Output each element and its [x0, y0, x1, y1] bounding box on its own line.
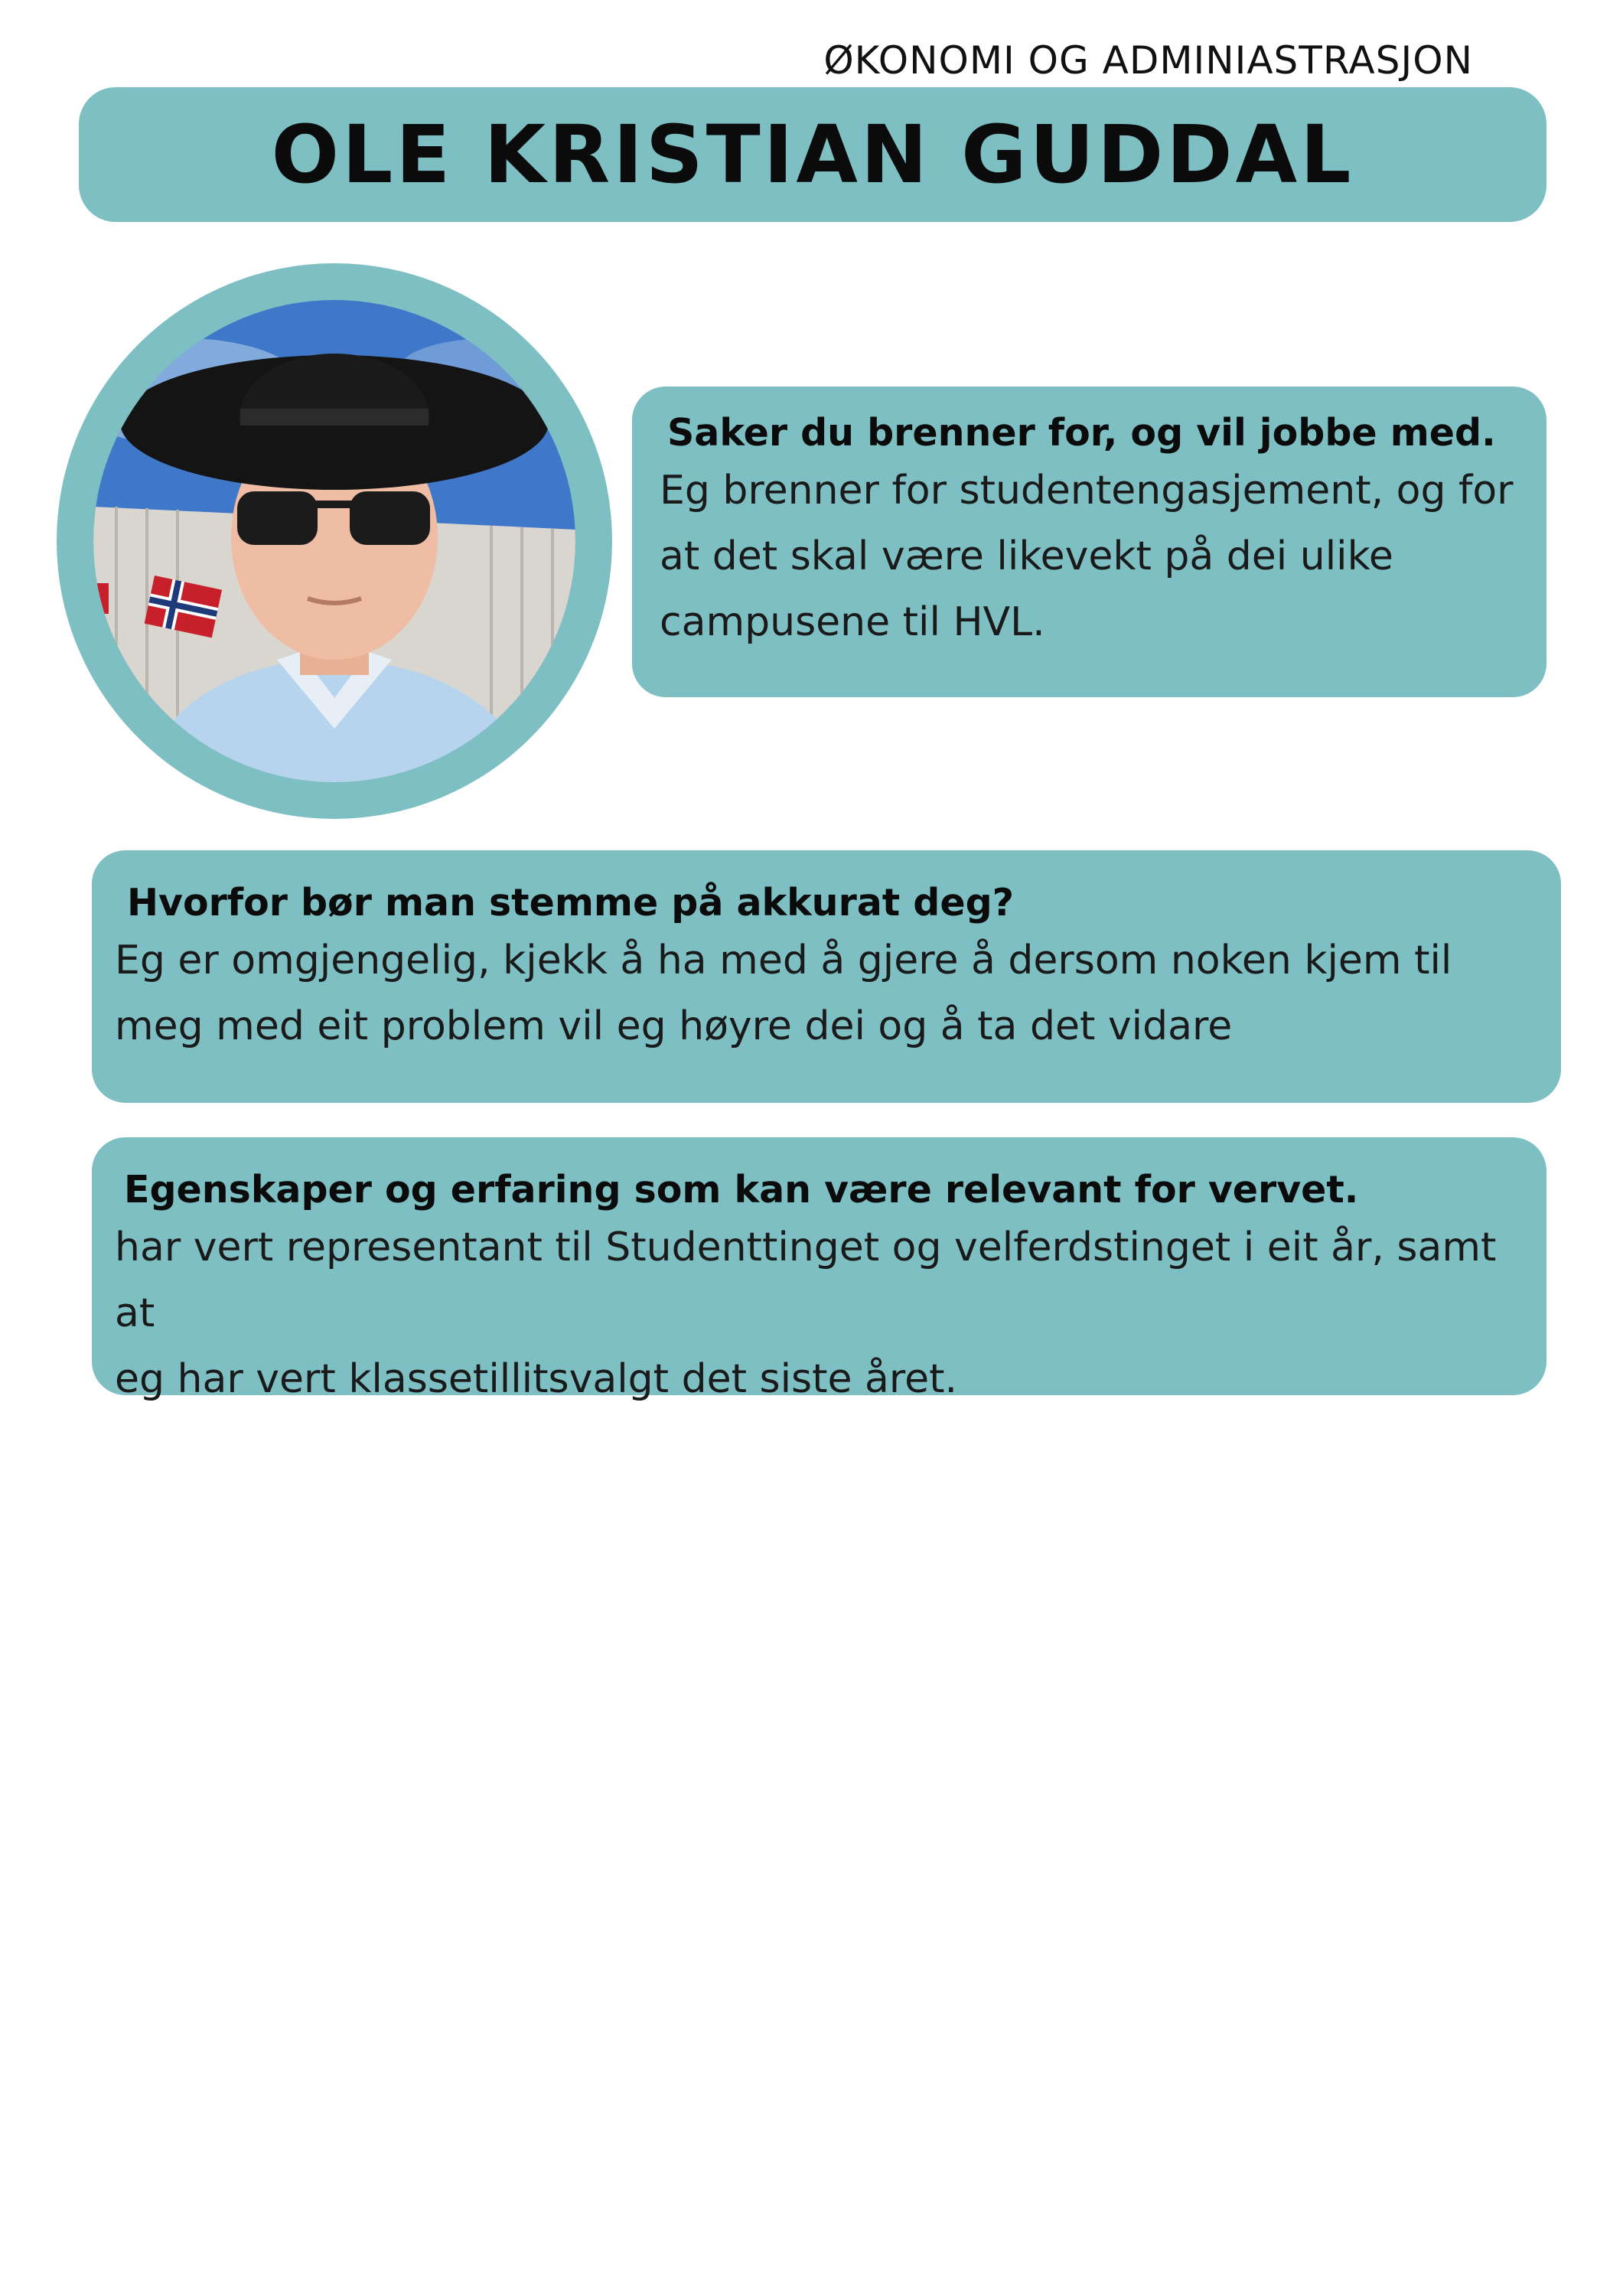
why-line: meg med eit problem vil eg høyre dei og å ta det vidare	[115, 1003, 1233, 1049]
experience-heading: Egenskaper og erfaring som kan være relevant for vervet.	[124, 1168, 1359, 1212]
experience-line: har vert representant til Studenttinget og velferdstinget i eit år, samt at	[115, 1225, 1497, 1336]
experience-card	[92, 1137, 1546, 1402]
department-label: ØKONOMI OG ADMINIASTRASJON	[823, 38, 1473, 83]
issues-heading: Saker du brenner for, og vil jobbe med.	[667, 411, 1496, 455]
why-card	[92, 850, 1561, 1103]
candidate-name: OLE KRISTIAN GUDDAL	[271, 108, 1354, 201]
why-heading: Hvorfor bør man stemme på akkurat deg?	[127, 881, 1015, 925]
issues-line: campusene til HVL.	[660, 599, 1045, 645]
why-line: Eg er omgjengelig, kjekk å ha med å gjere å dersom noken kjem til	[115, 938, 1452, 983]
issues-card	[632, 386, 1546, 697]
avatar-ring	[57, 263, 612, 819]
experience-line: eg har vert klassetillitsvalgt det siste året.	[115, 1356, 958, 1402]
candidate-portrait-icon	[93, 300, 575, 782]
name-banner	[79, 87, 1546, 222]
issues-line: Eg brenner for studentengasjement, og for	[660, 468, 1514, 514]
issues-line: at det skal være likevekt på dei ulike	[660, 533, 1393, 579]
